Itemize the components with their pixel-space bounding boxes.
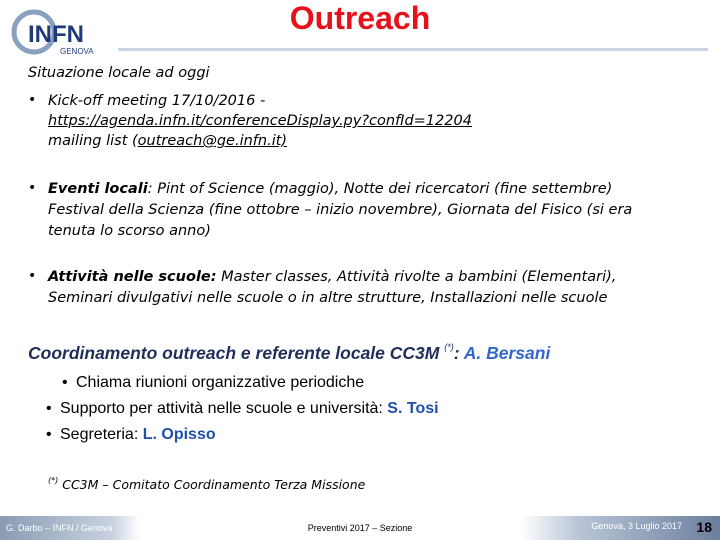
b2-line1-rest: : Pint of Science (maggio), Notte dei ricercatori (fine settembre)	[147, 181, 613, 197]
sub-item-2	[46, 400, 439, 418]
sub-item-3-name: L. Opisso	[142, 426, 216, 443]
sub-bullet: •	[46, 400, 52, 417]
b3-line1-rest: Master classes, Attività rivolte a bambini (Elementari),	[216, 269, 617, 285]
b2-line1	[48, 180, 612, 199]
logo-subtext: GENOVA	[60, 47, 94, 56]
page-title: Outreach	[289, 0, 431, 36]
intro-heading: Situazione locale ad oggi	[28, 65, 210, 81]
coord-text: Coordinamento outreach e referente locale CC3M	[28, 343, 445, 363]
footer-date: Genova, 3 Luglio 2017	[591, 521, 682, 531]
sub-item-1	[62, 374, 364, 392]
b1-line3	[48, 132, 287, 151]
b3-label: Attività nelle scuole:	[48, 269, 217, 285]
sub-item-3-text: Segreteria:	[60, 426, 143, 443]
sub-item-2-text: Supporto per attività nelle scuole e università:	[60, 400, 388, 417]
footnote	[48, 476, 365, 492]
sub-bullet: •	[62, 374, 68, 391]
sub-item-2-name: S. Tosi	[387, 400, 439, 417]
footnote-sup: (*)	[48, 476, 59, 485]
agenda-link[interactable]: https://agenda.infn.it/conferenceDisplay.py?confId=12204	[48, 113, 472, 129]
b1-line1: Kick-off meeting 17/10/2016 -	[48, 93, 266, 109]
coord-sup: (*)	[444, 342, 454, 352]
page-number: 18	[696, 519, 712, 535]
footer	[0, 516, 720, 540]
bullet-3: •	[28, 268, 37, 284]
mailing-list-email[interactable]: outreach@ge.infn.it)	[137, 133, 288, 149]
footnote-text: CC3M – Comitato Coordinamento Terza Missione	[58, 477, 366, 492]
title-rule	[118, 48, 708, 51]
b2-line2: Festival della Scienza (fine ottobre – inizio novembre), Giornata del Fisico (si era	[48, 202, 633, 218]
b2-label: Eventi locali	[48, 181, 148, 197]
mailing-list-label: mailing list (	[48, 133, 138, 149]
bullet-2: •	[28, 180, 37, 196]
sub-bullet: •	[46, 426, 52, 443]
coord-colon: :	[453, 343, 464, 363]
b3-line1	[48, 268, 616, 287]
coord-name: A. Bersani	[463, 343, 551, 363]
footer-author: G. Darbo – INFN / Genova	[6, 523, 113, 533]
bullet-1: •	[28, 92, 37, 108]
b3-line2: Seminari divulgativi nelle scuole o in altre strutture, Installazioni nelle scuole	[48, 290, 608, 306]
sub-item-1-text: Chiama riunioni organizzative periodiche	[76, 374, 365, 391]
footer-center: Preventivi 2017 – Sezione	[307, 523, 413, 533]
b1-link[interactable]	[48, 112, 472, 131]
sub-item-3	[46, 426, 216, 444]
logo-text: INFN	[28, 21, 84, 48]
coordination-heading	[28, 342, 550, 364]
b2-line3: tenuta lo scorso anno)	[48, 223, 211, 239]
